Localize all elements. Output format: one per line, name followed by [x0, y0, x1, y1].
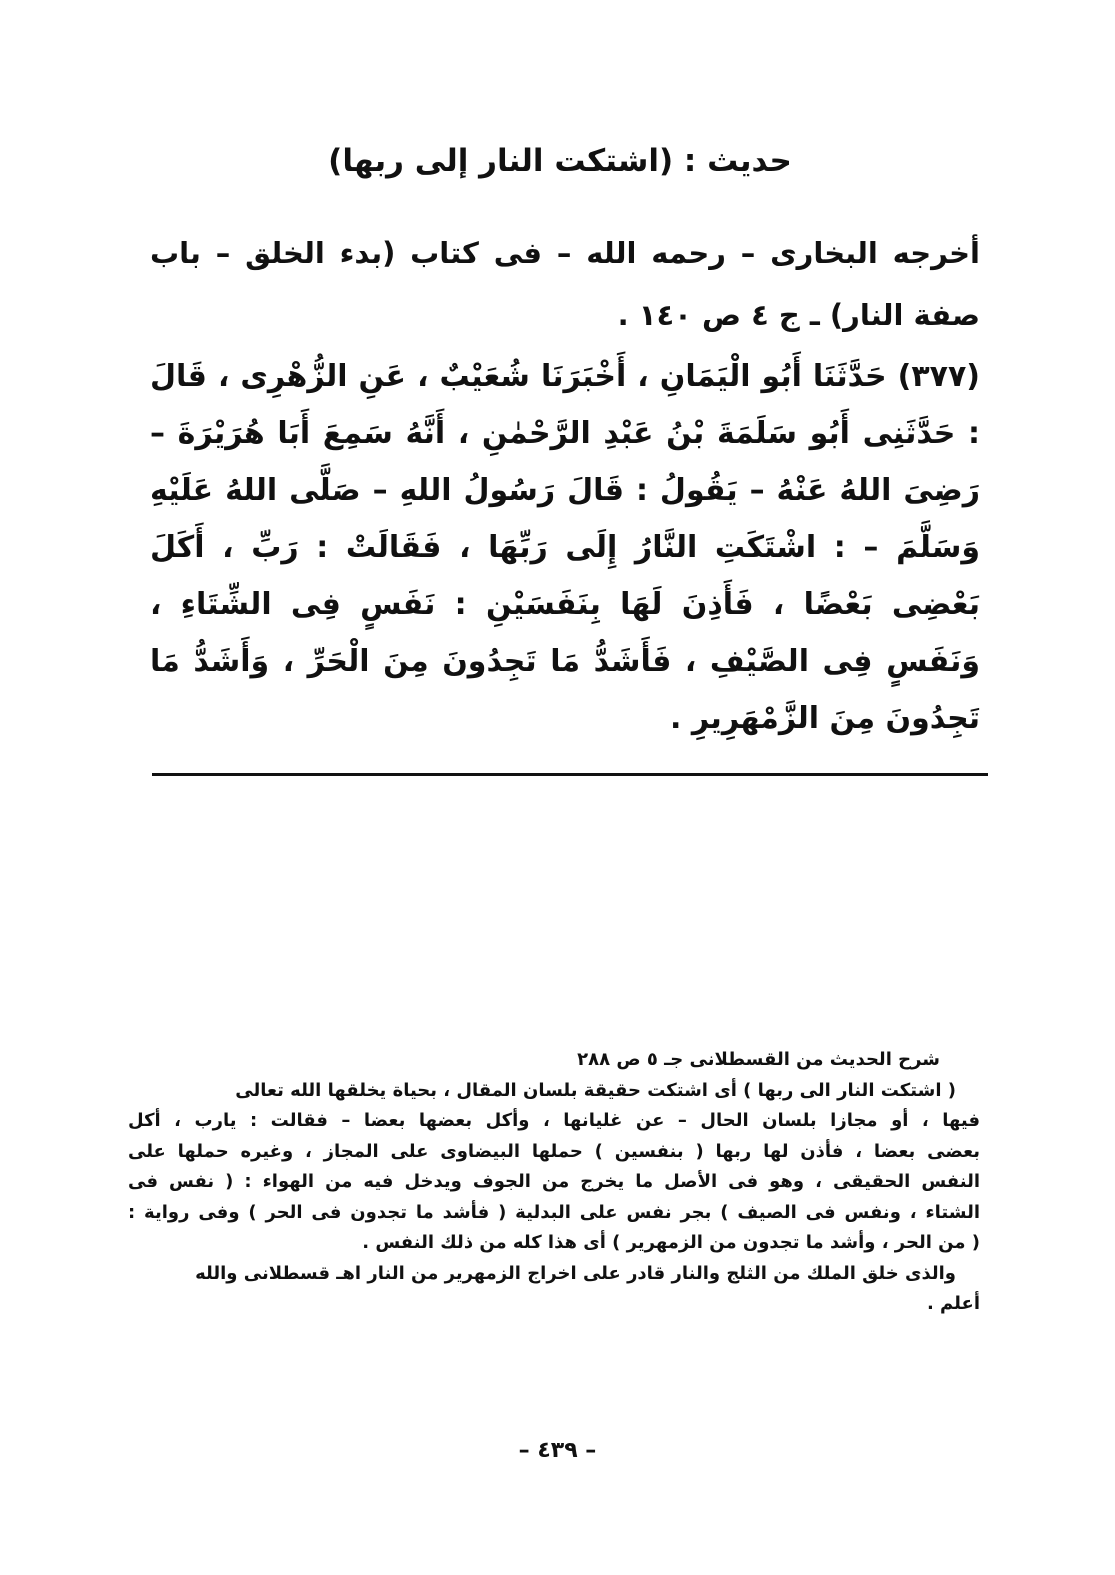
hadith-text: (٣٧٧) حَدَّثَنَا أَبُو الْيَمَانِ ، أَخْبَرَنَا شُعَيْبٌ ، عَنِ الزُّهْرِى ، قَالَ : حَدَّثَنِى أَبُو سَلَمَةَ بْنُ عَبْدِ الرَّحْمٰنِ ، أَنَّهُ سَمِعَ أَبَا هُرَيْرَةَ – رَضِىَ اللهُ عَنْهُ – يَقُولُ : قَالَ رَسُولُ اللهِ – صَلَّى اللهُ عَلَيْهِ وَسَلَّمَ – : اشْتَكَتِ النَّارُ إِلَى رَبِّهَا ، فَقَالَتْ : رَبِّ ، أَكَلَ بَعْضِى بَعْضًا ، فَأَذِنَ لَهَا بِنَفَسَيْنِ : نَفَسٍ فِى الشِّتَاءِ ، وَنَفَسٍ فِى الصَّيْفِ ، فَأَشَدُّ مَا تَجِدُونَ مِنَ الْحَرِّ ، وَأَشَدُّ مَا تَجِدُونَ مِنَ الزَّمْهَرِيرِ . [150, 359, 980, 736]
footnote-divider [152, 773, 988, 776]
commentary-block [128, 1045, 980, 1320]
commentary-line: ( اشتكت النار الى ربها ) أى اشتكت حقيقة بلسان المقال ، بحياة يخلقها الله تعالى [235, 1079, 956, 1101]
commentary-closing-line: أعلم . [926, 1293, 980, 1314]
commentary-line: بعضى بعضا ، فأذن لها ربها ( بنفسين ) حملها البيضاوى على المجاز ، وغيره حملها على [128, 1140, 980, 1162]
commentary-heading: شرح الحديث من القسطلانى جـ ٥ ص ٢٨٨ [577, 1049, 940, 1070]
source-reference: أخرجه البخارى – رحمه الله – فى كتاب (بدء الخلق – باب صفة النار) ـ ج ٤ ص ١٤٠ . [150, 236, 980, 332]
commentary-line: ( من الحر ، وأشد ما تجدون من الزمهرير ) أى هذا كله من ذلك النفس . [362, 1232, 980, 1253]
hadith-title: حديث : (اشتكت النار إلى ربها) [328, 143, 792, 179]
commentary-line: الشتاء ، ونفس فى الصيف ) بجر نفس على البدلية ( فأشد ما تجدون فى الحر ) وفى رواية : [128, 1201, 980, 1223]
page-number: – ٤٣٩ – [518, 1438, 597, 1463]
commentary-line: فيها ، أو مجازا بلسان الحال – عن غليانها ، وأكل بعضها بعضا – فقالت : يارب ، أكل [128, 1110, 980, 1131]
commentary-closing-line: والذى خلق الملك من الثلج والنار قادر على اخراج الزمهرير من النار اهـ قسطلانى والله [195, 1262, 956, 1284]
commentary-line: النفس الحقيقى ، وهو فى الأصل ما يخرج من الجوف ويدخل فيه من الهواء : ( نفس فى [128, 1171, 980, 1192]
